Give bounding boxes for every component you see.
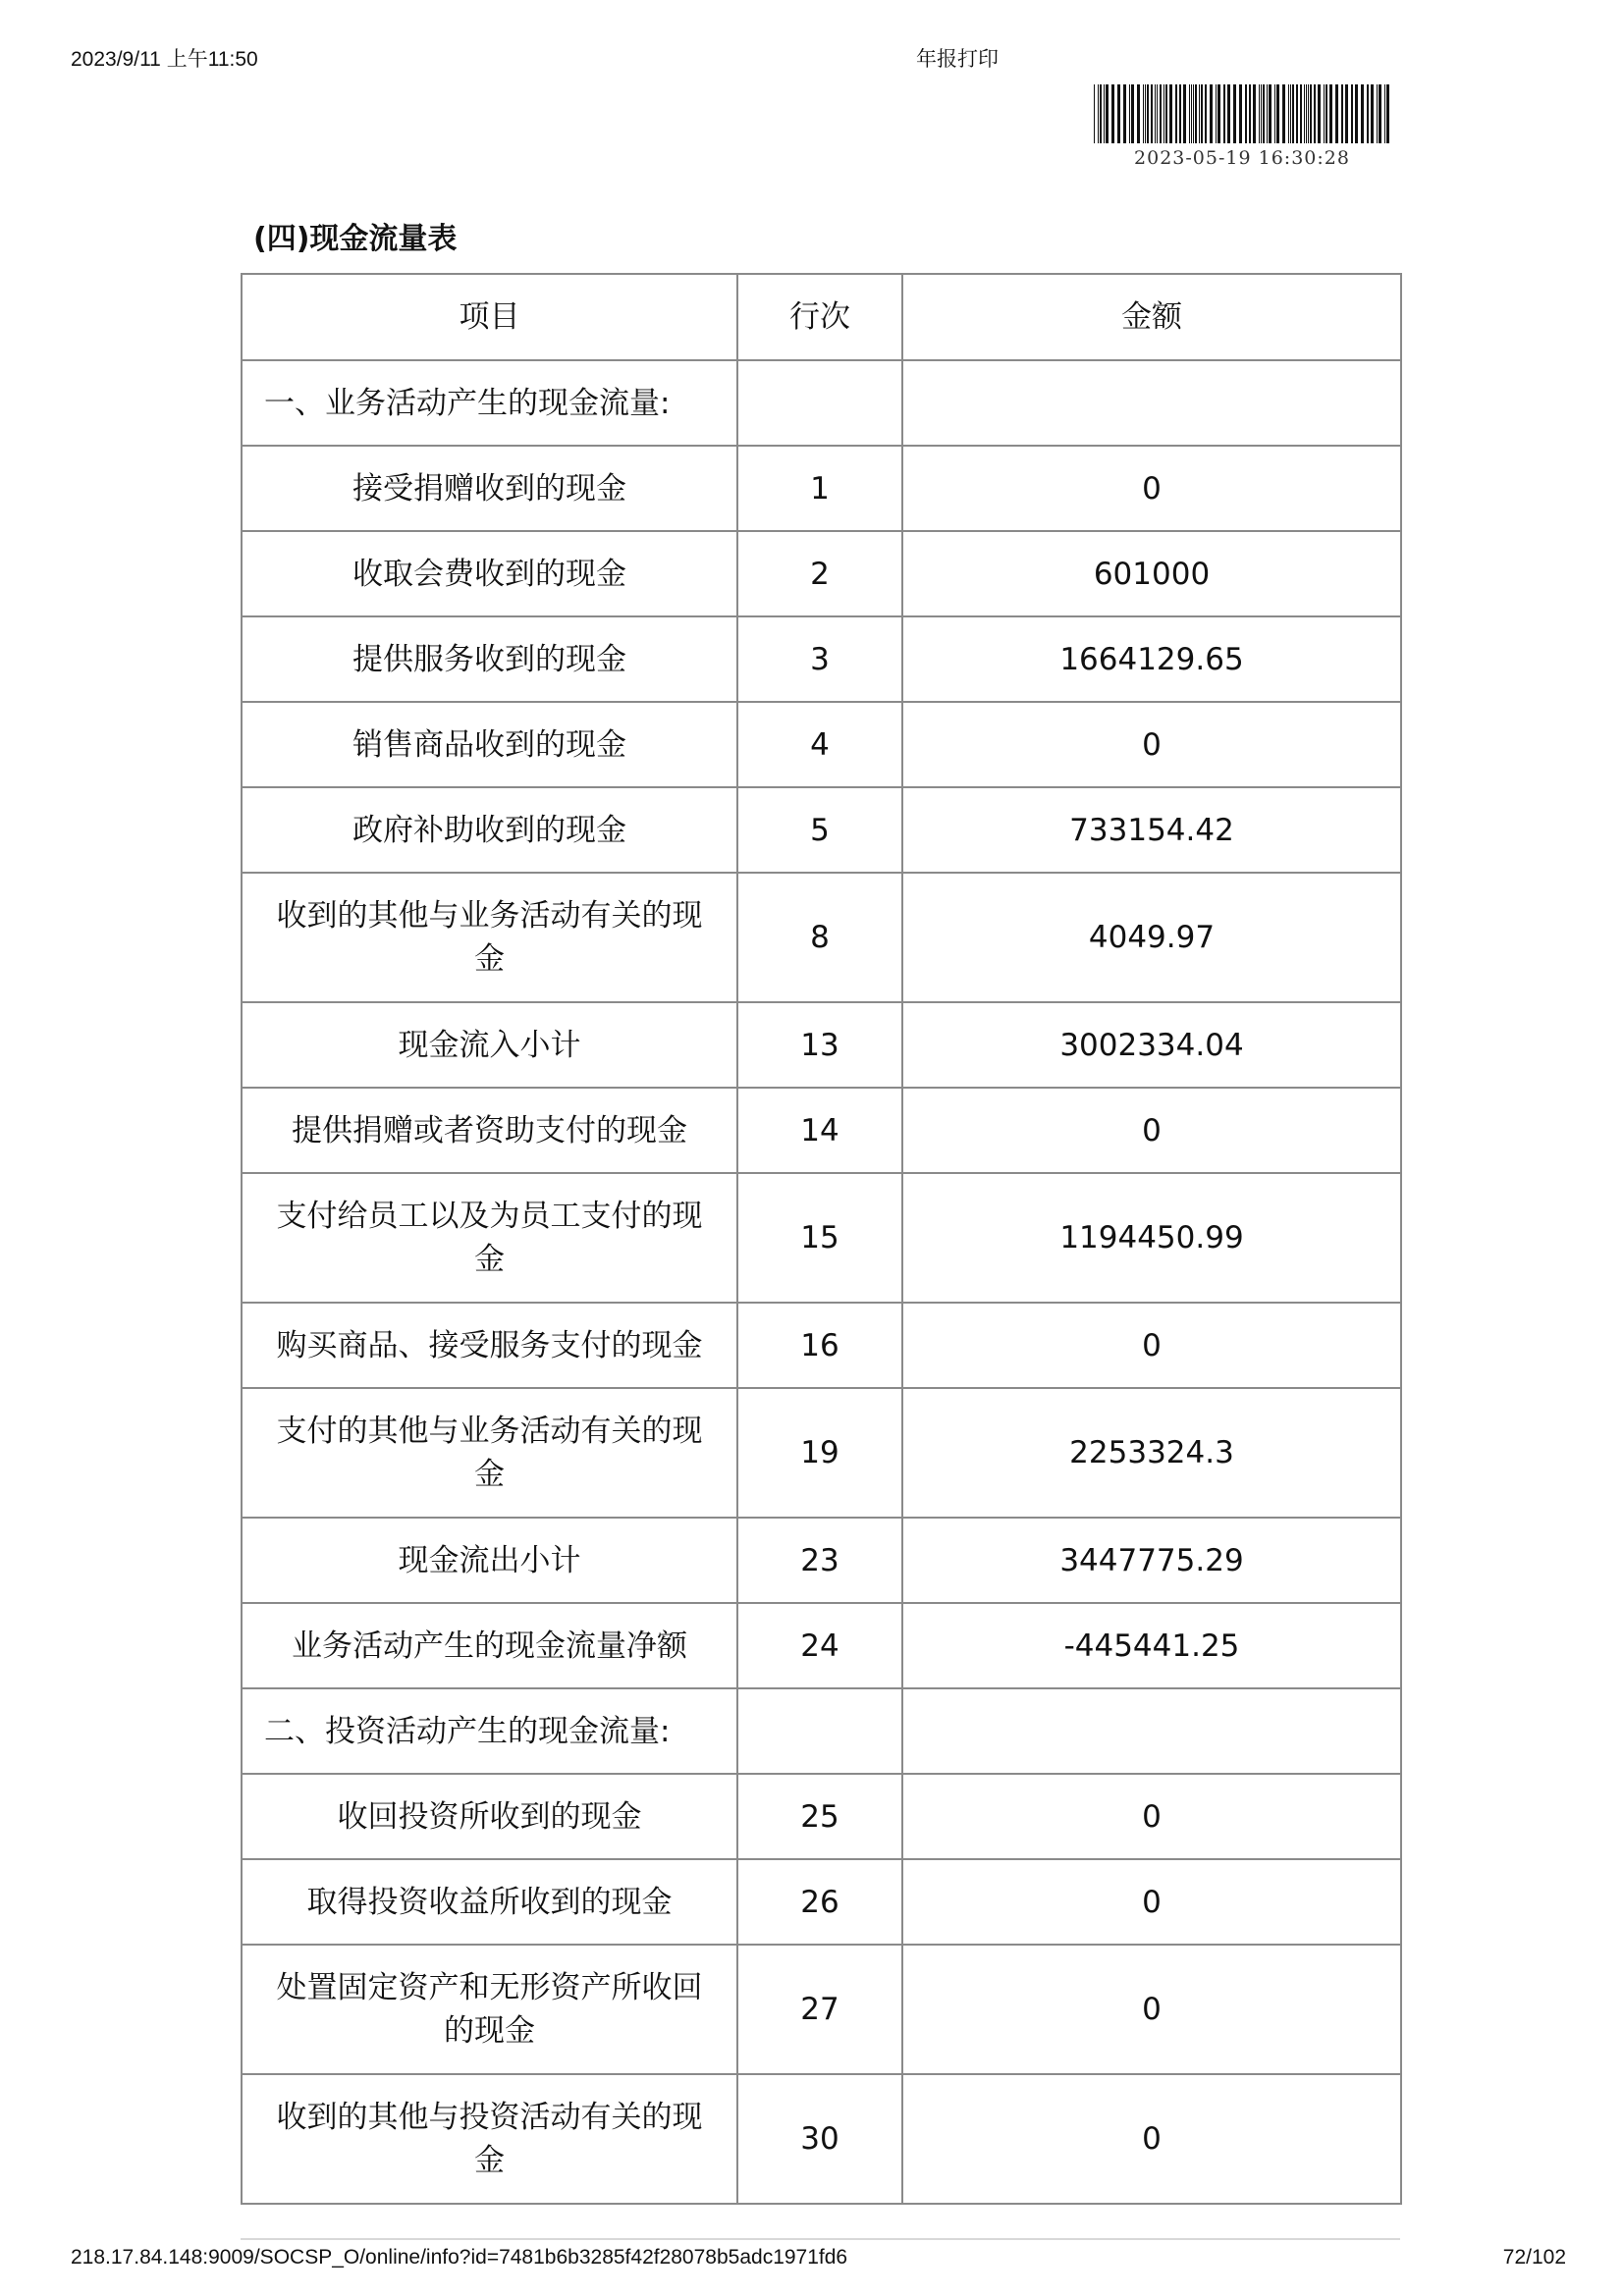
section-row [242,1688,1401,1774]
row-line-cell: 8 [737,873,902,1002]
row-item-cell: 一、业务活动产生的现金流量: [242,360,737,446]
row-line-cell: 4 [737,702,902,787]
column-header-line: 行次 [737,274,902,360]
table-row [242,1945,1401,2074]
row-amount-cell: 601000 [902,531,1401,616]
row-line-cell: 1 [737,446,902,531]
table-row [242,1388,1401,1518]
table-row [242,1518,1401,1603]
row-line-cell: 23 [737,1518,902,1603]
row-item-cell: 业务活动产生的现金流量净额 [242,1603,737,1688]
row-item-cell: 政府补助收到的现金 [242,787,737,873]
row-amount-cell: 733154.42 [902,787,1401,873]
row-amount-cell: 0 [902,1303,1401,1388]
row-amount-cell: 4049.97 [902,873,1401,1002]
row-amount-cell: 0 [902,446,1401,531]
row-line-cell: 2 [737,531,902,616]
row-amount-cell: 1194450.99 [902,1173,1401,1303]
row-amount-cell: 0 [902,1945,1401,2074]
row-line-cell: 15 [737,1173,902,1303]
footer-divider [241,2238,1400,2240]
row-line-cell: 30 [737,2074,902,2204]
row-line-cell [737,360,902,446]
table-header-row [242,274,1401,360]
row-line-cell: 5 [737,787,902,873]
table-row [242,616,1401,702]
row-item-cell: 收到的其他与投资活动有关的现金 [242,2074,737,2204]
table-row [242,787,1401,873]
row-amount-cell: 0 [902,1859,1401,1945]
row-amount-cell: 0 [902,2074,1401,2204]
table-row [242,446,1401,531]
cash-flow-table [241,273,1402,2205]
table-body [242,360,1401,2204]
table-row [242,1603,1401,1688]
row-line-cell [737,1688,902,1774]
row-item-cell: 现金流出小计 [242,1518,737,1603]
row-amount-cell: 0 [902,702,1401,787]
row-line-cell: 13 [737,1002,902,1088]
row-line-cell: 19 [737,1388,902,1518]
table-row [242,1859,1401,1945]
row-item-cell: 处置固定资产和无形资产所收回的现金 [242,1945,737,2074]
print-datetime: 2023/9/11 上午11:50 [71,48,258,71]
row-item-cell: 提供捐赠或者资助支付的现金 [242,1088,737,1173]
row-item-cell: 销售商品收到的现金 [242,702,737,787]
row-item-cell: 收取会费收到的现金 [242,531,737,616]
table-row [242,873,1401,1002]
page-number: 72/102 [1502,2246,1566,2269]
row-line-cell: 14 [737,1088,902,1173]
row-amount-cell: 2253324.3 [902,1388,1401,1518]
row-line-cell: 16 [737,1303,902,1388]
table-row [242,531,1401,616]
row-amount-cell: 1664129.65 [902,616,1401,702]
row-amount-cell [902,1688,1401,1774]
row-item-cell: 取得投资收益所收到的现金 [242,1859,737,1945]
row-line-cell: 27 [737,1945,902,2074]
print-title: 年报打印 [916,47,999,71]
row-line-cell: 3 [737,616,902,702]
row-amount-cell: 3447775.29 [902,1518,1401,1603]
row-amount-cell: 0 [902,1088,1401,1173]
row-line-cell: 25 [737,1774,902,1859]
table-row [242,1303,1401,1388]
row-item-cell: 接受捐赠收到的现金 [242,446,737,531]
section-title: (四)现金流量表 [253,222,458,256]
column-header-item: 项目 [242,274,737,360]
table-row [242,1002,1401,1088]
table-row [242,1774,1401,1859]
row-item-cell: 现金流入小计 [242,1002,737,1088]
column-header-amount: 金额 [902,274,1401,360]
table-row [242,1173,1401,1303]
row-amount-cell: -445441.25 [902,1603,1401,1688]
page-url: 218.17.84.148:9009/SOCSP_O/online/info?id=7481b6b3285f42f28078b5adc1971fd6 [71,2246,848,2269]
row-amount-cell: 0 [902,1774,1401,1859]
row-item-cell: 支付给员工以及为员工支付的现金 [242,1173,737,1303]
row-amount-cell: 3002334.04 [902,1002,1401,1088]
row-line-cell: 24 [737,1603,902,1688]
row-item-cell: 支付的其他与业务活动有关的现金 [242,1388,737,1518]
table-row [242,2074,1401,2204]
table-row [242,1088,1401,1173]
row-item-cell: 二、投资活动产生的现金流量: [242,1688,737,1774]
section-row [242,360,1401,446]
row-item-cell: 提供服务收到的现金 [242,616,737,702]
barcode-timestamp: 2023-05-19 16:30:28 [1134,147,1350,169]
row-item-cell: 购买商品、接受服务支付的现金 [242,1303,737,1388]
row-line-cell: 26 [737,1859,902,1945]
row-amount-cell [902,360,1401,446]
barcode-image [1094,84,1390,143]
table-row [242,702,1401,787]
row-item-cell: 收回投资所收到的现金 [242,1774,737,1859]
row-item-cell: 收到的其他与业务活动有关的现金 [242,873,737,1002]
